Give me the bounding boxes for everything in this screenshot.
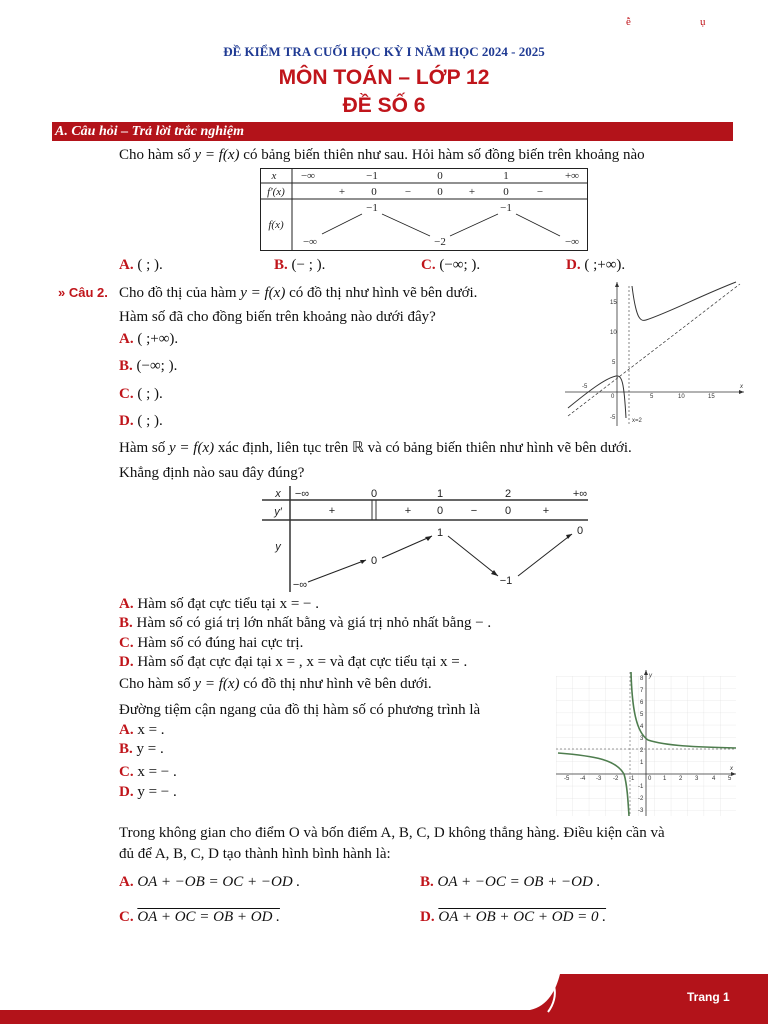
q4-xtick: -2: [613, 776, 619, 782]
q5-stem-line1: Trong không gian cho điểm O và bốn điểm A, B, C, D không thẳng hàng. Điều kiện cần và: [119, 825, 665, 841]
subject-title: MÔN TOÁN – LỚP 12: [278, 66, 490, 89]
q1-f-val: −∞: [564, 236, 580, 248]
q1-fprime-label: f′(x): [267, 186, 285, 198]
q3-variation-table: [262, 486, 592, 594]
q3-y-val: 0: [576, 525, 584, 537]
q2-ytick: 5: [612, 360, 616, 366]
q4-x-axis-label: x: [730, 766, 733, 772]
q1-x-val: −∞: [300, 170, 316, 182]
q3-sign: +: [542, 505, 550, 517]
header-mark-2: ụ: [700, 16, 706, 28]
footer-band: [0, 970, 768, 1024]
q1-option-c[interactable]: C. (−∞; ).: [421, 257, 481, 273]
q5-option-b[interactable]: B. OA + −OC = OB + −OD .: [420, 874, 601, 890]
q1-option-d[interactable]: D. ( ;+∞).: [566, 257, 626, 273]
q4-ytick: 8: [640, 676, 644, 682]
q4-xtick: 0: [648, 776, 652, 782]
page-number: Trang 1: [687, 990, 730, 1004]
q4-option-d[interactable]: D. y = − .: [119, 784, 177, 800]
q2-x-axis-label: x: [740, 384, 743, 390]
q1-sign: 0: [503, 186, 509, 198]
q1-sign: 0: [437, 186, 443, 198]
q2-xtick: 5: [650, 394, 654, 400]
q3-y-label: y: [275, 541, 281, 553]
q4-xtick: -4: [580, 776, 586, 782]
exam-title: ĐỀ KIỂM TRA CUỐI HỌC KỲ I NĂM HỌC 2024 - 2025: [223, 44, 545, 59]
q2-stem-line2: Hàm số đã cho đồng biến trên khoảng nào dưới đây?: [119, 309, 436, 325]
q3-x-val: 2: [504, 488, 512, 500]
q4-ytick: -3: [638, 808, 644, 814]
q4-ytick: 5: [640, 712, 644, 718]
q3-stem-line1: Hàm số y = f(x) xác định, liên tục trên ℝ và có bảng biến thiên như hình vẽ bên dưới.: [119, 440, 632, 456]
q3-sign: +: [404, 505, 412, 517]
q1-x-val: 0: [437, 170, 443, 182]
q2-xtick: 15: [708, 394, 715, 400]
q2-option-c[interactable]: C. ( ; ).: [119, 386, 163, 402]
q3-sign: −: [470, 505, 478, 517]
q4-ytick: 2: [640, 748, 644, 754]
q2-xtick: 10: [678, 394, 685, 400]
q4-xtick: -3: [596, 776, 602, 782]
q4-stem-line1: Cho hàm số y = f(x) có đồ thị như hình vẽ bên dưới.: [119, 676, 432, 692]
q3-y-val: −∞: [292, 579, 308, 591]
q1-stem: Cho hàm số y = f(x) có bảng biến thiên như sau. Hỏi hàm số đồng biến trên khoảng nào: [119, 147, 645, 163]
q3-y-val: −1: [499, 575, 513, 587]
q3-x-label: x: [275, 488, 281, 500]
q2-xtick: -5: [582, 384, 588, 390]
q1-f-label: f(x): [268, 219, 284, 231]
q4-ytick: 6: [640, 700, 644, 706]
q1-sign: −: [536, 186, 544, 198]
q1-sign: −: [404, 186, 412, 198]
q2-graph: [560, 278, 750, 430]
q1-f-val: −1: [500, 202, 512, 214]
q3-x-val: +∞: [572, 488, 588, 500]
q3-x-val: 1: [436, 488, 444, 500]
q1-sign: +: [338, 186, 346, 198]
q2-ytick: 10: [610, 330, 617, 336]
q4-xtick: 5: [728, 776, 732, 782]
q4-xtick: 2: [679, 776, 683, 782]
q4-option-b[interactable]: B. y = .: [119, 741, 164, 757]
exam-number: ĐỀ SỐ 6: [342, 94, 426, 117]
q1-option-a[interactable]: A. ( ; ).: [119, 257, 163, 273]
q2-ytick: -5: [610, 415, 616, 421]
q2-stem-line1: Cho đồ thị của hàm y = f(x) có đồ thị như hình vẽ bên dưới.: [119, 285, 478, 301]
q3-y-val: 0: [370, 555, 378, 567]
q1-f-val: −∞: [302, 236, 318, 248]
q3-y-val: 1: [436, 527, 444, 539]
q1-x-val: 1: [503, 170, 509, 182]
q3-sign: +: [328, 505, 336, 517]
q3-option-c[interactable]: C. Hàm số có đúng hai cực trị.: [119, 635, 304, 651]
q3-yprime-label: y′: [274, 506, 282, 518]
q3-option-a[interactable]: A. Hàm số đạt cực tiểu tại x = − .: [119, 596, 320, 612]
q3-sign: 0: [504, 505, 512, 517]
q2-option-d[interactable]: D. ( ; ).: [119, 413, 163, 429]
q3-sign: 0: [436, 505, 444, 517]
q3-stem-line2: Khẳng định nào sau đây đúng?: [119, 465, 305, 481]
q4-ytick: -1: [638, 784, 644, 790]
q4-xtick: 1: [663, 776, 667, 782]
q4-stem-line2: Đường tiệm cận ngang của đồ thị hàm số có phương trình là: [119, 702, 481, 718]
q1-f-val: −2: [434, 236, 446, 248]
q4-ytick: 7: [640, 688, 644, 694]
q2-option-b[interactable]: B. (−∞; ).: [119, 358, 178, 374]
q4-graph: [556, 668, 740, 818]
q4-ytick: 1: [640, 760, 644, 766]
q4-xtick: 3: [695, 776, 699, 782]
q4-y-axis-label: y: [649, 673, 652, 679]
q2-asymptote-label: x=2: [632, 418, 642, 424]
q3-x-val: −∞: [294, 488, 310, 500]
q4-option-c[interactable]: C. x = − .: [119, 764, 177, 780]
q1-x-label: x: [271, 170, 277, 182]
q4-option-a[interactable]: A. x = .: [119, 722, 165, 738]
q3-x-val: 0: [370, 488, 378, 500]
q4-xtick: -5: [564, 776, 570, 782]
q1-x-val: −1: [366, 170, 378, 182]
q5-stem-line2: đủ để A, B, C, D tạo thành hình bình hành là:: [119, 846, 391, 862]
q1-variation-table: [260, 168, 590, 252]
q5-option-a[interactable]: A. OA + −OB = OC + −OD .: [119, 874, 301, 890]
q4-ytick: -2: [638, 796, 644, 802]
q5-option-c[interactable]: C. OA + OC = OB + OD .: [119, 909, 280, 925]
q2-number: » Câu 2.: [58, 285, 108, 300]
q1-sign: 0: [371, 186, 377, 198]
section-title-bar: A. Câu hỏi – Trả lời trắc nghiệm: [52, 122, 733, 141]
q2-ytick: 15: [610, 300, 617, 306]
q4-ytick: 3: [640, 736, 644, 742]
q1-f-val: −1: [366, 202, 378, 214]
q3-option-b[interactable]: B. Hàm số có giá trị lớn nhất bằng và giá trị nhỏ nhất bằng − .: [119, 615, 492, 631]
q4-ytick: 4: [640, 724, 644, 730]
q1-x-val: +∞: [564, 170, 580, 182]
q4-xtick: -1: [629, 776, 635, 782]
header-mark-1: ễ: [626, 16, 631, 28]
q5-option-d[interactable]: D. OA + OB + OC + OD = 0 .: [420, 909, 607, 925]
q2-option-a[interactable]: A. ( ;+∞).: [119, 331, 179, 347]
q2-origin: 0: [611, 394, 615, 400]
q4-xtick: 4: [712, 776, 716, 782]
q1-option-b[interactable]: B. (− ; ).: [274, 257, 326, 273]
q3-option-d[interactable]: D. Hàm số đạt cực đại tại x = , x = và đạt cực tiểu tại x = .: [119, 654, 468, 670]
q1-sign: +: [468, 186, 476, 198]
